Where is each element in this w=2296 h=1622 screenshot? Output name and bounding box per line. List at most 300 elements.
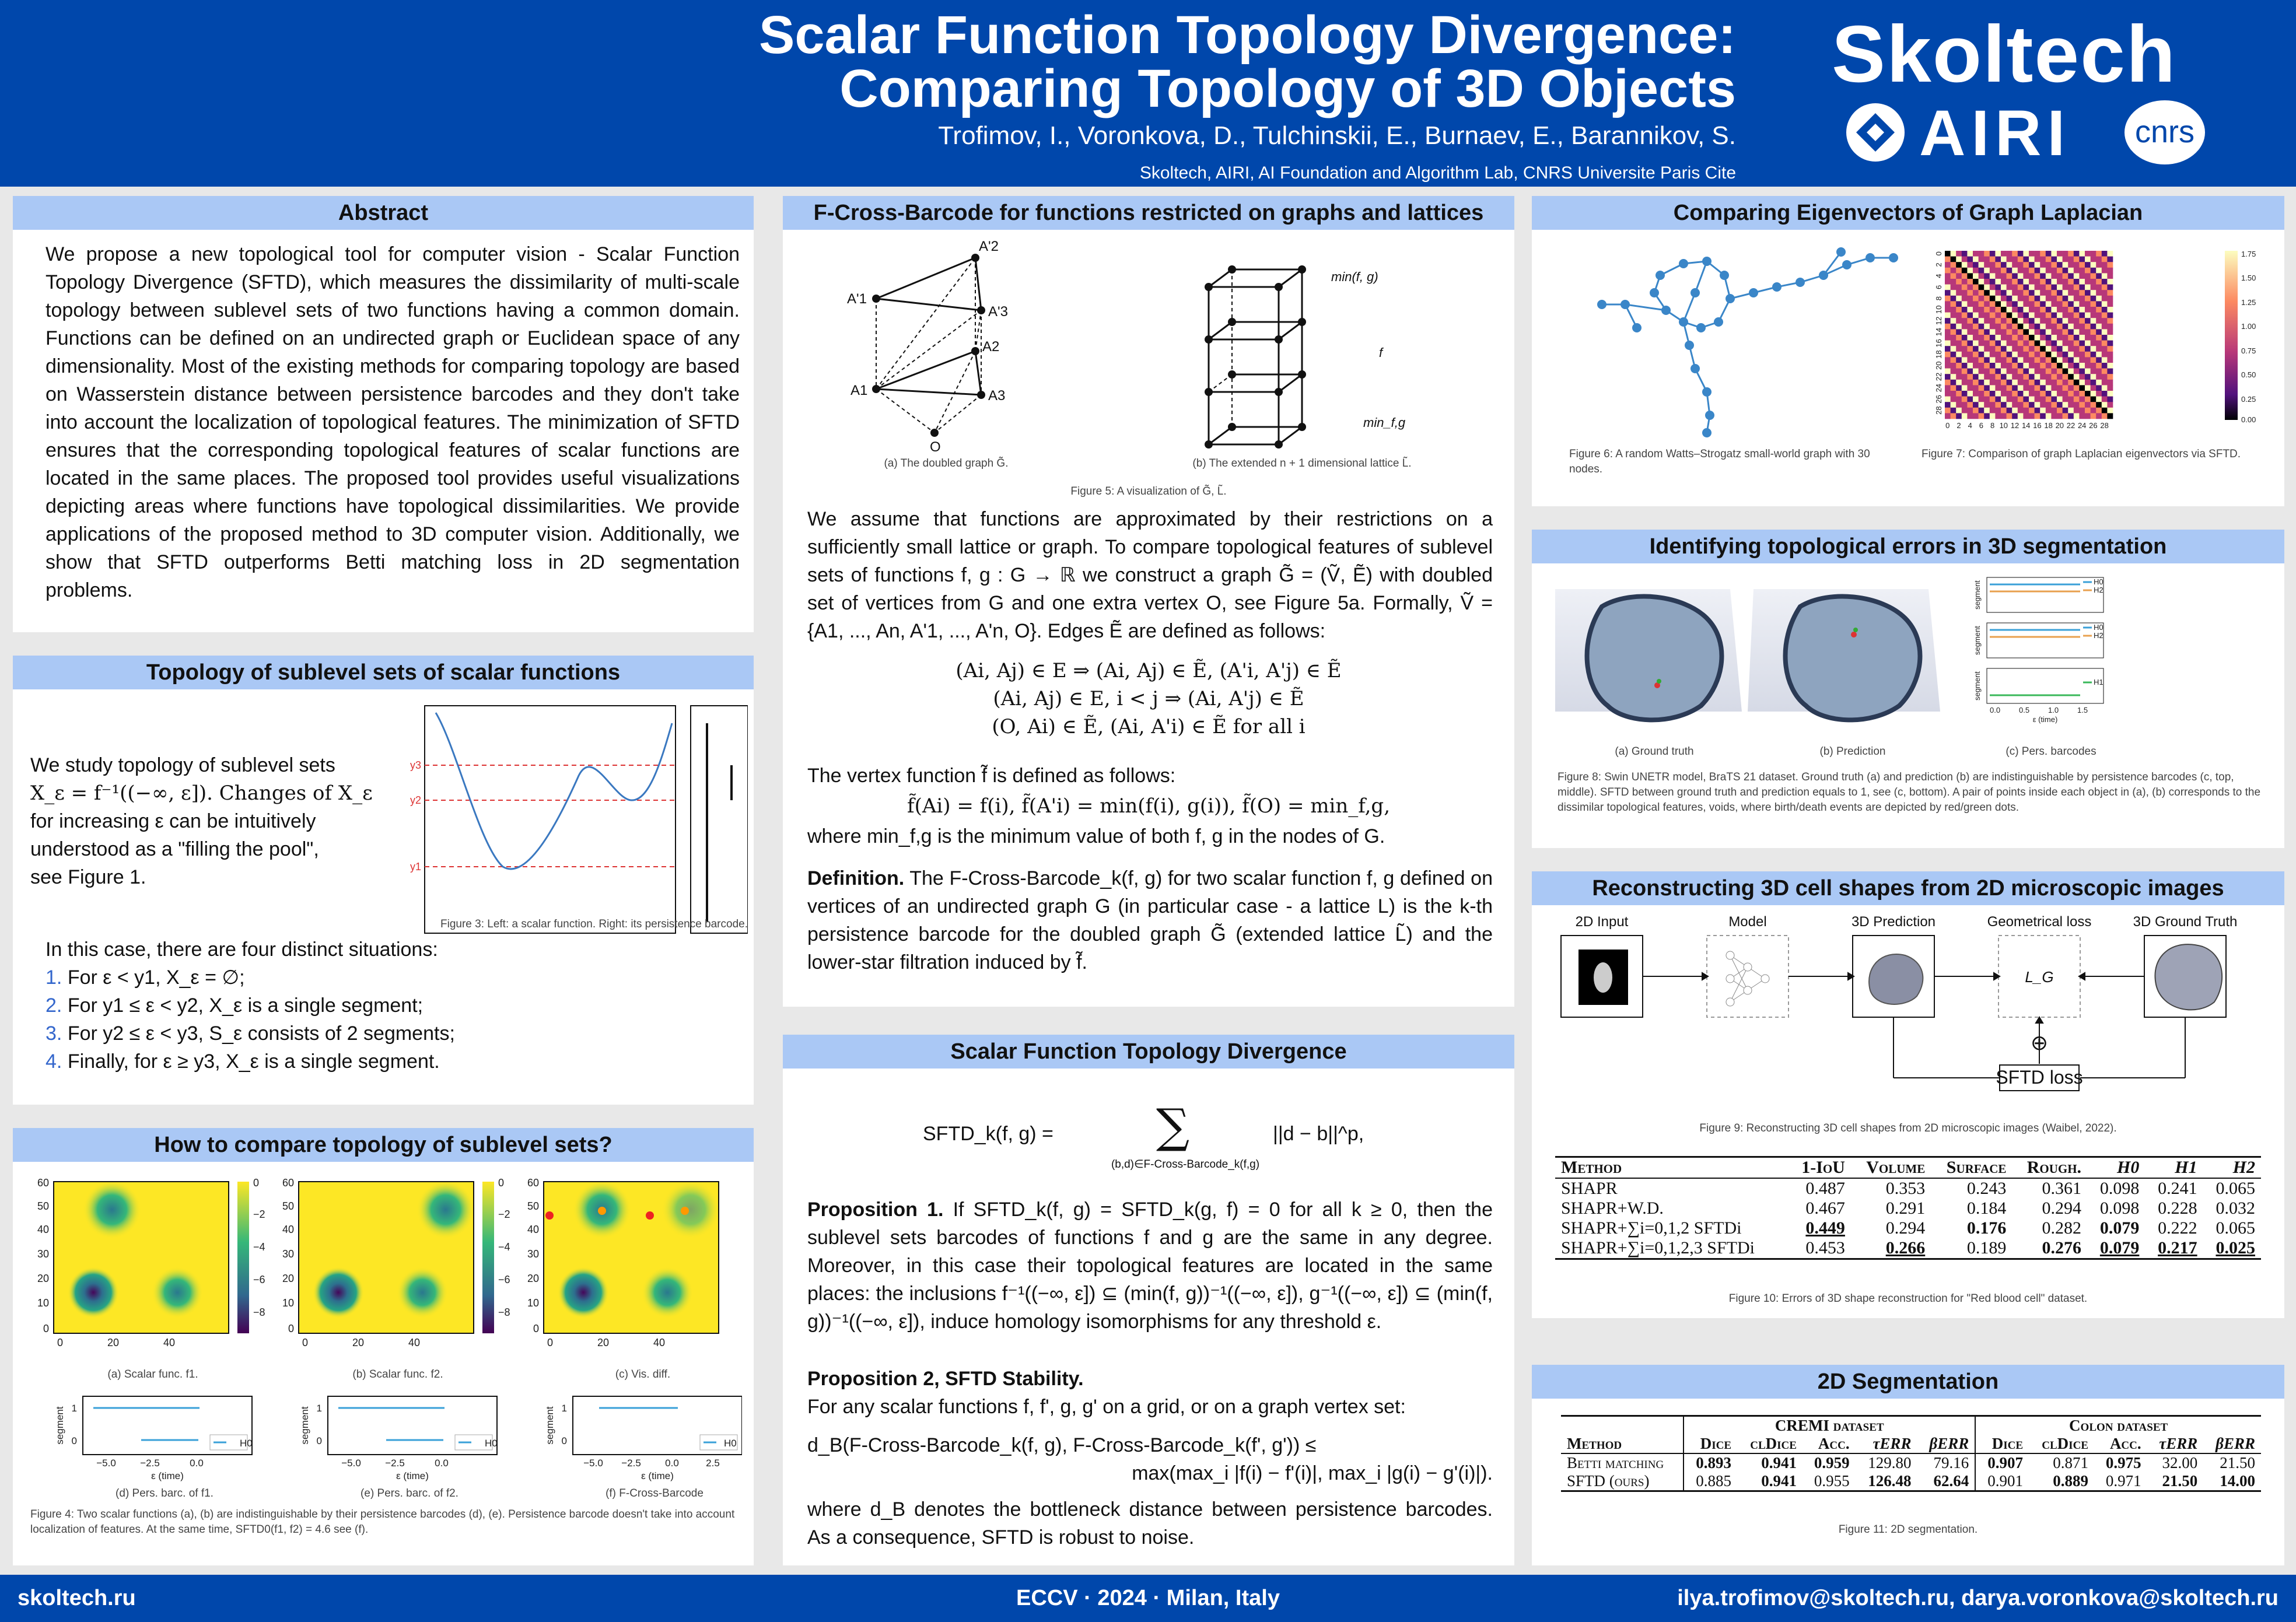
heatmap-cell	[2085, 341, 2091, 346]
heatmap-cell	[2029, 352, 2035, 358]
svg-text:1.5: 1.5	[2077, 706, 2088, 714]
heatmap-cell	[2068, 335, 2074, 341]
heatmap-cell	[1945, 307, 1951, 313]
svg-text:H0: H0	[240, 1438, 253, 1449]
y-tick-label: 0	[1934, 251, 1943, 256]
heatmap-cell	[2012, 352, 2018, 358]
heatmap-cell	[2102, 346, 2108, 352]
heatmap-cell	[2107, 413, 2113, 419]
heatmap-cell	[1956, 397, 1962, 402]
heatmap-cell	[2023, 285, 2029, 290]
sub-a-caption: (a) Scalar func. f1.	[107, 1368, 198, 1381]
heatmap-cell	[1973, 374, 1979, 380]
heatmap-cell	[1995, 285, 2001, 290]
heatmap-cell	[2040, 402, 2046, 408]
heatmap-cell	[2001, 290, 2007, 296]
heatmap-cell	[2057, 268, 2063, 274]
heatmap-cell	[2079, 413, 2085, 419]
heatmap-cell	[2063, 374, 2068, 380]
situation-item: 2. For y1 ≤ ε < y2, X_ε is a single segment;	[46, 994, 424, 1017]
sublevel-panel	[13, 656, 754, 1105]
heatmap-cell	[2018, 290, 2024, 296]
heatmap-c	[544, 1180, 720, 1333]
figure-3-caption: Figure 3: Left: a scalar function. Right: its persistence barcode.	[440, 918, 748, 930]
heatmap-cell	[2023, 346, 2029, 352]
heatmap-cell	[2079, 380, 2085, 386]
x-tick-label: 26	[2089, 421, 2098, 430]
heatmap-cell	[2007, 380, 2013, 386]
heatmap-cell	[1995, 391, 2001, 397]
heatmap-cell	[2079, 335, 2085, 341]
heatmap-cell	[2074, 408, 2080, 414]
heatmap-cell	[2046, 296, 2052, 302]
heatmap-cell	[2007, 397, 2013, 402]
heatmap-cell	[1945, 318, 1951, 324]
heatmap-cell	[2107, 402, 2113, 408]
heatmap-cell	[2079, 391, 2085, 397]
intro-line: see Figure 1.	[30, 866, 146, 888]
svg-text:1.00: 1.00	[2241, 322, 2256, 331]
formula-rhs: ||d − b||^p,	[1273, 1123, 1364, 1145]
heatmap-cell	[2068, 318, 2074, 324]
heatmap-cell	[1956, 279, 1962, 285]
heatmap-cell	[2012, 369, 2018, 374]
heatmap-cell	[2035, 251, 2041, 257]
heatmap-cell	[2029, 329, 2035, 335]
heatmap-cell	[2074, 262, 2080, 268]
heatmap-cell	[1945, 329, 1951, 335]
svg-text:40: 40	[37, 1224, 49, 1235]
heatmap-cell	[2068, 397, 2074, 402]
heatmap-cell	[1962, 391, 1968, 397]
heatmap-cell	[1984, 251, 1990, 257]
heatmap-cell	[2068, 363, 2074, 369]
heatmap-cell	[2091, 251, 2096, 257]
heatmap-cell	[2035, 279, 2041, 285]
heatmap-cell	[2074, 374, 2080, 380]
fcross-paragraph-1: We assume that functions are approximated by their restrictions on a sufficiently small lattice or graph. To compare topological features of sublevel sets of functions f, g : G → ℝ we construct a graph G̃ = (Ṽ, Ẽ) with doubled set of vertices from G and one extra vertex O, see Figure 5a. Formally, Ṽ = {A1, ..., An, A'1, ..., A'n, O}. Edges Ẽ are defined as follows:	[807, 508, 1493, 642]
heatmap-cell	[1990, 346, 1996, 352]
heatmap-cell	[2096, 296, 2102, 302]
heatmap-cell	[2023, 313, 2029, 318]
heatmap-cell	[1995, 341, 2001, 346]
figure-11-caption: Figure 11: 2D segmentation.	[1838, 1523, 1978, 1536]
heatmap-cell	[2035, 374, 2041, 380]
heatmap-cell	[1984, 257, 1990, 262]
proposition-2	[807, 1365, 1493, 1421]
heatmap-cell	[1973, 363, 1979, 369]
svg-text:−6: −6	[498, 1274, 510, 1285]
heatmap-cell	[2068, 408, 2074, 414]
heatmap-cell	[2012, 313, 2018, 318]
heatmap-cell	[2057, 363, 2063, 369]
heatmap-cell	[1962, 397, 1968, 402]
heatmap-cell	[1995, 273, 2001, 279]
heatmap-cell	[1951, 257, 1957, 262]
svg-text:segment: segment	[299, 1406, 310, 1445]
figure-7-caption: Figure 7: Comparison of graph Laplacian eigenvectors via SFTD.	[1922, 448, 2241, 460]
heatmap-cell	[1962, 318, 1968, 324]
heatmap-cell	[1967, 296, 1973, 302]
heatmap-cell	[2012, 374, 2018, 380]
heatmap-cell	[2085, 268, 2091, 274]
errors3d-title: Identifying topological errors in 3D segmentation	[1532, 530, 2284, 563]
heatmap-cell	[2096, 329, 2102, 335]
heatmap-cell	[2096, 402, 2102, 408]
heatmap-cell	[2035, 324, 2041, 330]
heatmap-cell	[2018, 296, 2024, 302]
heatmap-cell	[1995, 408, 2001, 414]
heatmap-cell	[1973, 285, 1979, 290]
heatmap-cell	[2046, 341, 2052, 346]
svg-text:−2: −2	[253, 1208, 265, 1220]
heatmap-cell	[1951, 402, 1957, 408]
heatmap-cell	[1973, 257, 1979, 262]
airi-logo-text: AIRI	[1919, 100, 2071, 164]
heatmap-cell	[2057, 335, 2063, 341]
heatmap-cell	[1984, 285, 1990, 290]
heatmap-cell	[1945, 285, 1951, 290]
heatmap-cell	[2051, 301, 2057, 307]
heatmap-cell	[2096, 391, 2102, 397]
heatmap-cell	[1962, 313, 1968, 318]
heatmap-cell	[1945, 296, 1951, 302]
cells-panel	[1532, 871, 2284, 1318]
heatmap-cell	[1967, 369, 1973, 374]
svg-text:0.0: 0.0	[1990, 706, 2001, 714]
heatmap-cell	[2096, 346, 2102, 352]
heatmap-cell	[2029, 318, 2035, 324]
footer-emails[interactable]: ilya.trofimov@skoltech.ru, darya.voronkova@skoltech.ru	[1677, 1586, 2278, 1610]
heatmap-cell	[2046, 374, 2052, 380]
heatmap-cell	[1995, 262, 2001, 268]
heatmap-cell	[2018, 357, 2024, 363]
heatmap-cell	[1979, 313, 1985, 318]
heatmap-cell	[1967, 273, 1973, 279]
y-tick-label: 14	[1934, 327, 1943, 337]
heatmap-cell	[2057, 262, 2063, 268]
heatmap-cell	[1951, 318, 1957, 324]
heatmap-cell	[2096, 374, 2102, 380]
heatmap-cell	[2091, 357, 2096, 363]
heatmap-cell	[1967, 408, 1973, 414]
svg-text:50: 50	[527, 1200, 539, 1212]
heatmap-cell	[2018, 413, 2024, 419]
heatmap-cell	[2107, 380, 2113, 386]
heatmap-cell	[2046, 301, 2052, 307]
heatmap-cell	[1951, 369, 1957, 374]
heatmap-cell	[2074, 335, 2080, 341]
barcode-d	[83, 1396, 252, 1455]
heatmap-cell	[2051, 391, 2057, 397]
heatmap-cell	[2091, 374, 2096, 380]
svg-text:0: 0	[561, 1435, 567, 1446]
sub-c-caption: (c) Pers. barcodes	[2006, 745, 2096, 758]
footer-website[interactable]: skoltech.ru	[18, 1586, 136, 1610]
eigen-title: Comparing Eigenvectors of Graph Laplacian	[1532, 196, 2284, 230]
heatmap-cell	[1951, 408, 1957, 414]
heatmap-cell	[2018, 369, 2024, 374]
heatmap-cell	[2102, 268, 2108, 274]
heatmap-cell	[1962, 257, 1968, 262]
heatmap-cell	[1956, 357, 1962, 363]
svg-text:0.0: 0.0	[665, 1458, 679, 1469]
x-tick-label: 20	[2055, 421, 2064, 430]
poster-title	[278, 5, 1736, 118]
heatmap-cell	[1984, 341, 1990, 346]
heatmap-cell	[2102, 301, 2108, 307]
heatmap-cell	[2001, 391, 2007, 397]
heatmap-cell	[1951, 268, 1957, 274]
svg-text:H0: H0	[485, 1438, 498, 1449]
heatmap-cell	[2063, 380, 2068, 386]
heatmap-cell	[2057, 397, 2063, 402]
heatmap-cell	[2091, 324, 2096, 330]
heatmap-cell	[2035, 391, 2041, 397]
table-row: SHAPR+∑i=0,1,2 SFTDi 0.449 0.294 0.176 0.282 0.079 0.222 0.065	[1561, 1218, 2255, 1238]
heatmap-cell	[2063, 324, 2068, 330]
heatmap-cell	[1951, 262, 1957, 268]
heatmap-cell	[2023, 307, 2029, 313]
heatmap-cell	[1984, 413, 1990, 419]
heatmap-cell	[2029, 296, 2035, 302]
heatmap-cell	[2007, 352, 2013, 358]
heatmap-cell	[2057, 251, 2063, 257]
heatmap-cell	[1962, 279, 1968, 285]
heatmap-cell	[2063, 352, 2068, 358]
heatmap-cell	[2029, 307, 2035, 313]
heatmap-cell	[1956, 251, 1962, 257]
svg-text:1.0: 1.0	[2048, 706, 2059, 714]
heatmap-cell	[2102, 352, 2108, 358]
heatmap-a	[54, 1180, 249, 1333]
heatmap-cell	[1967, 357, 1973, 363]
x-tick-label: 6	[1979, 421, 1984, 430]
heatmap-cell	[1984, 262, 1990, 268]
heatmap-cell	[2096, 413, 2102, 419]
heatmap-cell	[2096, 318, 2102, 324]
heatmap-cell	[1973, 346, 1979, 352]
heatmap-cell	[1951, 397, 1957, 402]
heatmap-cell	[2085, 257, 2091, 262]
equation-line: max(max_i |f(i) − f'(i)|, max_i |g(i) − g'(i)|).	[1132, 1462, 1493, 1484]
heatmap-cell	[2107, 352, 2113, 358]
heatmap-cell	[1967, 251, 1973, 257]
heatmap-cell	[2074, 257, 2080, 262]
heatmap-cell	[2063, 335, 2068, 341]
heatmap-cell	[1945, 324, 1951, 330]
heatmap-cell	[1945, 397, 1951, 402]
heatmap-cell	[2068, 380, 2074, 386]
heatmap-cell	[2018, 301, 2024, 307]
heatmap-cell	[2046, 402, 2052, 408]
heatmap-cell	[2029, 268, 2035, 274]
heatmap-cell	[2079, 273, 2085, 279]
heatmap-cell	[2046, 318, 2052, 324]
footer-conference: ECCV · 2024 · Milan, Italy	[1016, 1586, 1280, 1610]
heatmap-cell	[1973, 380, 1979, 386]
heatmap-cell	[1951, 313, 1957, 318]
heatmap-cell	[2007, 251, 2013, 257]
heatmap-cell	[2040, 397, 2046, 402]
svg-text:1: 1	[71, 1403, 77, 1414]
heatmap-cell	[2091, 290, 2096, 296]
heatmap-cell	[2091, 335, 2096, 341]
heatmap-cell	[2040, 285, 2046, 290]
heatmap-cell	[1979, 397, 1985, 402]
heatmap-cell	[1995, 369, 2001, 374]
heatmap-cell	[2018, 402, 2024, 408]
heatmap-cell	[1967, 352, 1973, 358]
heatmap-cell	[1990, 391, 1996, 397]
heatmap-cell	[2029, 290, 2035, 296]
heatmap-cell	[1973, 318, 1979, 324]
heatmap-cell	[1967, 318, 1973, 324]
heatmap-cell	[2085, 251, 2091, 257]
heatmap-cell	[1956, 329, 1962, 335]
heatmap-cell	[2001, 257, 2007, 262]
scalar-function-figure	[392, 700, 748, 974]
heatmap-cell	[2007, 346, 2013, 352]
heatmap-cell	[2012, 385, 2018, 391]
heatmap-cell	[2007, 391, 2013, 397]
heatmap-cell	[2018, 318, 2024, 324]
heatmap-cell	[2018, 380, 2024, 386]
heatmap-cell	[2085, 402, 2091, 408]
heatmap-cell	[2102, 357, 2108, 363]
heatmap-cell	[2040, 363, 2046, 369]
heatmap-cell	[1973, 307, 1979, 313]
heatmap-cell	[1979, 385, 1985, 391]
svg-text:segment: segment	[1973, 580, 1982, 609]
heatmap-cell	[2085, 301, 2091, 307]
heatmap-cell	[2057, 257, 2063, 262]
heatmap-cell	[2102, 374, 2108, 380]
heatmap-cell	[1945, 273, 1951, 279]
heatmap-cell	[2057, 296, 2063, 302]
heatmap-cell	[1973, 369, 1979, 374]
heatmap-cell	[2096, 313, 2102, 318]
heatmap-cell	[2001, 357, 2007, 363]
svg-text:O: O	[930, 439, 941, 455]
seg2d-title: 2D Segmentation	[1532, 1365, 2284, 1399]
heatmap-cell	[2079, 363, 2085, 369]
heatmap-cell	[2018, 391, 2024, 397]
heatmap-cell	[1995, 251, 2001, 257]
svg-text:A2: A2	[982, 339, 1000, 355]
heatmap-cell	[2018, 285, 2024, 290]
figure-8-caption: Figure 8: Swin UNETR model, BraTS 21 dataset. Ground truth (a) and prediction (b) are indistinguishable by persistence barcodes (c, top, middle). SFTD between ground truth and prediction equals to 1, see (c, bottom). A pair of points inside each object in (a), (b) corresponds to the dissimilar topological features, voids, where birth/death events are depicted by red/green dots.	[1558, 771, 2261, 814]
fcross-panel	[783, 196, 1514, 1007]
heatmap-cell	[1984, 324, 1990, 330]
heatmap-cell	[2035, 290, 2041, 296]
definition	[807, 864, 1493, 976]
fcross-equations	[783, 657, 1514, 741]
heatmap-cell	[2040, 257, 2046, 262]
heatmap-cell	[1979, 290, 1985, 296]
situations-intro: In this case, there are four distinct situations:	[46, 938, 438, 961]
heatmap-cell	[2029, 380, 2035, 386]
definition-label: Definition.	[807, 867, 905, 889]
heatmap-cell	[2057, 374, 2063, 380]
svg-text:A3: A3	[988, 388, 1006, 404]
heatmap-cell	[2001, 301, 2007, 307]
heatmap-cell	[2074, 313, 2080, 318]
heatmap-cell	[2023, 397, 2029, 402]
heatmap-cell	[2051, 324, 2057, 330]
heatmap-cell	[2007, 324, 2013, 330]
heatmap-cell	[1945, 335, 1951, 341]
svg-text:3D Ground Truth: 3D Ground Truth	[2133, 915, 2238, 930]
table-header: Method Dice clDice Acc. τERR βERR Dice clDice Acc. τERR βERR	[1561, 1435, 2261, 1453]
heatmap-cell	[2051, 329, 2057, 335]
svg-text:10: 10	[527, 1297, 539, 1309]
heatmap-cell	[2102, 413, 2108, 419]
heatmap-cell	[2063, 408, 2068, 414]
heatmap-cell	[1979, 391, 1985, 397]
heatmap-cell	[2029, 273, 2035, 279]
heatmap-cell	[1945, 357, 1951, 363]
intro-line: understood as a "filling the pool",	[30, 838, 319, 860]
heatmap-cell	[1945, 413, 1951, 419]
heatmap-cell	[1995, 374, 2001, 380]
heatmap-cell	[2102, 329, 2108, 335]
heatmap-cell	[2046, 257, 2052, 262]
heatmap-cell	[1995, 357, 2001, 363]
heatmap-cell	[2029, 301, 2035, 307]
heatmap-cell	[2079, 408, 2085, 414]
heatmap-cell	[1945, 262, 1951, 268]
heatmap-cell	[1956, 324, 1962, 330]
heatmap-cell	[2007, 279, 2013, 285]
heatmap-cell	[1995, 279, 2001, 285]
heatmap-cell	[1990, 313, 1996, 318]
heatmap-cell	[1956, 369, 1962, 374]
heatmap-cell	[2079, 346, 2085, 352]
heatmap-cell	[2063, 385, 2068, 391]
heatmap-cell	[2029, 363, 2035, 369]
heatmap-cell	[2051, 257, 2057, 262]
proposition-1-label: Proposition 1.	[807, 1199, 944, 1221]
scalar-function-curve	[436, 713, 672, 869]
svg-text:60: 60	[37, 1177, 49, 1189]
heatmap-cell	[1973, 324, 1979, 330]
heatmap-cell	[1990, 273, 1996, 279]
heatmap-cell	[2012, 324, 2018, 330]
heatmap-cell	[2001, 346, 2007, 352]
equation-line: (O, Ai) ∈ Ẽ, (Ai, A'i) ∈ Ẽ for all i	[992, 715, 1306, 738]
heatmap-cell	[2074, 357, 2080, 363]
heatmap-cell	[2001, 335, 2007, 341]
heatmap-cell	[2102, 397, 2108, 402]
heatmap-cell	[2012, 341, 2018, 346]
heatmap-cell	[2057, 285, 2063, 290]
heatmap-cell	[2057, 313, 2063, 318]
heatmap-cell	[2018, 374, 2024, 380]
barcode-e	[328, 1396, 497, 1455]
heatmap-cell	[1973, 341, 1979, 346]
heatmap-cell	[2046, 391, 2052, 397]
heatmap-cell	[1979, 262, 1985, 268]
heatmap-cell	[1956, 391, 1962, 397]
heatmap-cell	[2068, 324, 2074, 330]
heatmap-cell	[2040, 352, 2046, 358]
heatmap-cell	[1995, 413, 2001, 419]
heatmap-cell	[2029, 385, 2035, 391]
situation-item: 1. For ε < y1, X_ε = ∅;	[46, 966, 245, 989]
heatmap-cell	[2051, 279, 2057, 285]
heatmap-cell	[2001, 268, 2007, 274]
